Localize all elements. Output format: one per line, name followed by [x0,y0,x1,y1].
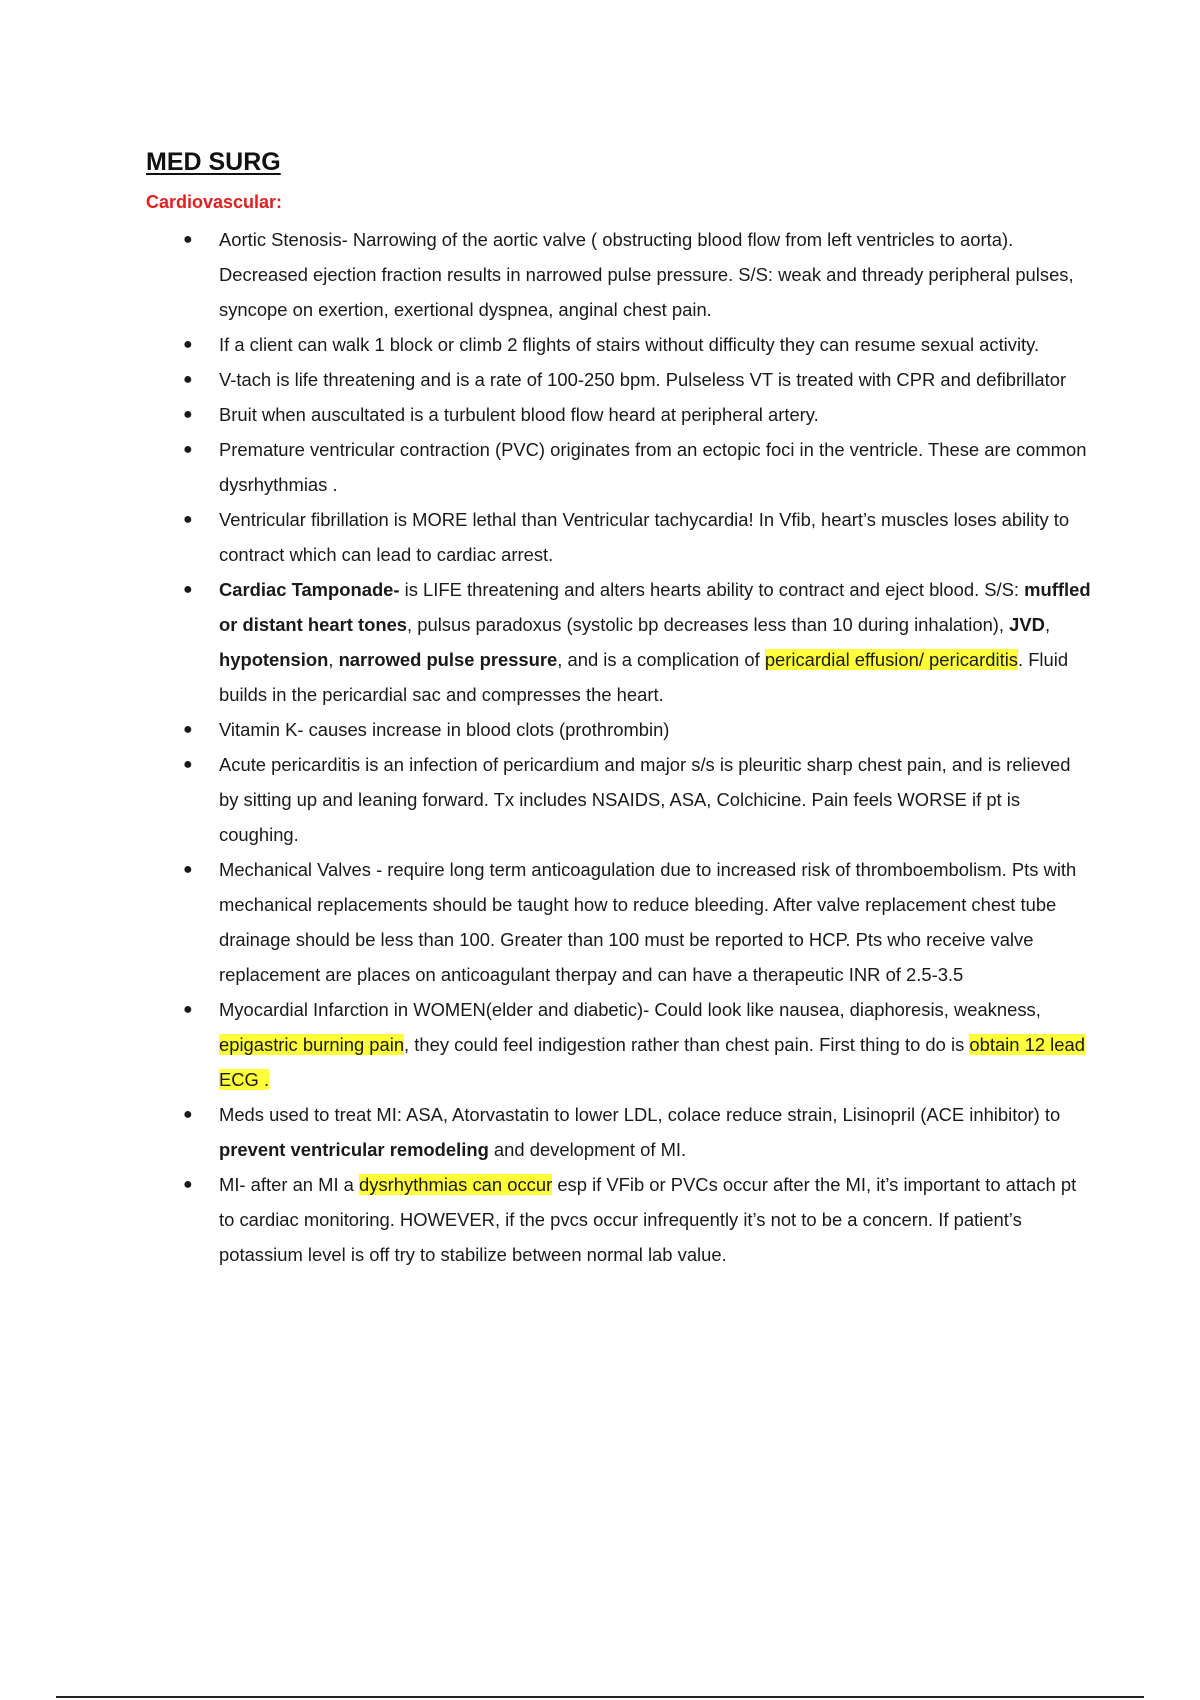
note-text: If a client can walk 1 block or climb 2 flights of stairs without difficulty they can resume sexual activity. [219,334,1040,355]
footer-divider [56,1696,1144,1698]
highlighted-text: obtain 12 lead ECG . [219,1034,1085,1090]
note-text: , they could feel indigestion rather than chest pain. First thing to do is [404,1034,970,1055]
note-text: Bruit when auscultated is a turbulent blood flow heard at peripheral artery. [219,404,819,425]
note-text: MI- after an MI a [219,1174,360,1195]
note-text: Vitamin K- causes increase in blood clots (prothrombin) [219,719,670,740]
highlighted-text: epigastric burning pain [219,1034,405,1055]
list-item [0,1167,1200,1272]
emphasis-text: narrowed pulse pressure [338,649,558,670]
note-text: , pulsus paradoxus (systolic bp decreases less than 10 during inhalation), [407,614,1010,635]
note-text: Premature ventricular contraction (PVC) originates from an ectopic foci in the ventricle. These are common dysrhythmias . [219,439,1087,495]
list-item [0,747,1200,852]
note-text: , and is a complication of [557,649,765,670]
bullet-icon: ● [183,336,193,353]
bullet-icon: ● [183,721,193,738]
emphasis-text: JVD [1009,614,1045,635]
list-item [0,502,1200,572]
notes-list [0,222,1200,1272]
emphasis-text: muffled or distant heart tones [219,579,1091,635]
note-text: Ventricular fibrillation is MORE lethal than Ventricular tachycardia! In Vfib, heart’s muscles loses ability to contract which can lead to cardiac arrest. [219,509,1070,565]
note-text: Mechanical Valves - require long term anticoagulation due to increased risk of thromboembolism. Pts with mechanical replacements should be taught how to reduce bleeding. After valve replacement chest tube drainage should be less than 100. Greater than 100 must be reported to HCP. Pts who receive valve replacement are places on anticoagulant therpay and can have a therapeutic INR of 2.5-3.5 [219,859,1077,985]
note-text: Myocardial Infarction in WOMEN(elder and diabetic)- Could look like nausea, diaphoresis, weakness, [219,999,1041,1020]
bullet-icon: ● [183,756,193,773]
list-item [0,572,1200,712]
note-text: , [1044,614,1051,635]
list-item [0,362,1200,397]
list-item [0,1097,1200,1167]
list-item [0,432,1200,502]
bullet-icon: ● [183,511,193,528]
bullet-icon: ● [183,406,193,423]
note-text: and development of MI. [488,1139,687,1160]
note-text: . Fluid builds in the pericardial sac and compresses the heart. [219,649,1069,705]
emphasis-text: hypotension [219,649,329,670]
note-text: V-tach is life threatening and is a rate of 100-250 bpm. Pulseless VT is treated with CPR and defibrillator [219,369,1067,390]
list-item [0,852,1200,992]
note-text: esp if VFib or PVCs occur after the MI, it’s important to attach pt to cardiac monitoring. HOWEVER, if the pvcs occur infrequently it’s not to be a concern. If patient’s potassium level is off try to stabilize between normal lab value. [219,1174,1077,1265]
note-text: Meds used to treat MI: ASA, Atorvastatin to lower LDL, colace reduce strain, Lisinopril (ACE inhibitor) to [219,1104,1061,1125]
bullet-icon: ● [183,861,193,878]
emphasis-text: prevent ventricular remodeling [219,1139,489,1160]
page-title: MED SURG [146,148,281,176]
bullet-icon: ● [183,371,193,388]
note-text: , [328,649,339,670]
list-item [0,327,1200,362]
highlighted-text: pericardial effusion/ pericarditis [764,649,1018,670]
bullet-icon: ● [183,441,193,458]
note-text: is LIFE threatening and alters hearts ability to contract and eject blood. S/S: [399,579,1025,600]
highlighted-text: dysrhythmias can occur [359,1174,553,1195]
bullet-icon: ● [183,1176,193,1193]
list-item [0,992,1200,1097]
note-text: Aortic Stenosis- Narrowing of the aortic valve ( obstructing blood flow from left ventricles to aorta). Decreased ejection fraction results in narrowed pulse pressure. S/S: weak and thready peripheral pulses, syncope on exertion, exertional dyspnea, anginal chest pain. [219,229,1074,320]
list-item [0,712,1200,747]
bullet-icon: ● [183,1001,193,1018]
bullet-icon: ● [183,1106,193,1123]
list-item [0,397,1200,432]
note-text: Acute pericarditis is an infection of pericardium and major s/s is pleuritic sharp chest pain, and is relieved by sitting up and leaning forward. Tx includes NSAIDS, ASA, Colchicine. Pain feels WORSE if pt is coughing. [219,754,1071,845]
bullet-icon: ● [183,581,193,598]
list-item [0,222,1200,327]
section-heading-cardiovascular: Cardiovascular: [146,192,283,212]
bullet-icon: ● [183,231,193,248]
term-cardiac-tamponade: Cardiac Tamponade- [219,579,400,600]
